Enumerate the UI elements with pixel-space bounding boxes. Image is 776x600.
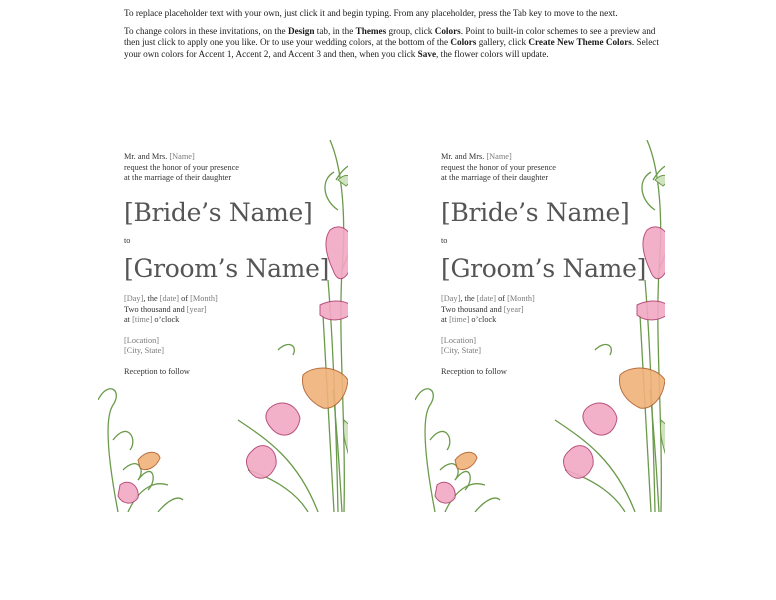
instructions-paragraph-2[interactable] — [124, 26, 664, 61]
to-text: to — [441, 235, 448, 245]
instr-create-bold: Create New Theme Colors — [528, 37, 632, 47]
date-placeholder[interactable]: [date] — [159, 294, 180, 303]
year-placeholder[interactable]: [year] — [186, 304, 207, 314]
reception-line[interactable]: Reception to follow — [441, 366, 507, 376]
instr-colors-bold: Colors — [434, 25, 461, 36]
instr-text: , the flower colors will update. — [436, 48, 549, 59]
instructions — [124, 8, 664, 66]
date-of: of — [179, 294, 191, 303]
instructions-text-1: To replace placeholder text with your own, just click it and begin typing. From any placeholder, press the Tab key to move to the next. — [124, 8, 618, 18]
time-placeholder[interactable]: [time] — [132, 315, 153, 324]
request-line[interactable]: request the honor of your presence — [441, 162, 556, 172]
groom-name-placeholder[interactable]: [Groom’s Name] — [124, 254, 330, 283]
time-line[interactable] — [124, 315, 294, 326]
instructions-paragraph-1[interactable] — [124, 8, 664, 20]
instr-colors-bold-2: Colors — [450, 37, 477, 47]
time-line[interactable] — [441, 315, 611, 326]
time-suffix: o’clock — [152, 315, 180, 324]
time-suffix: o’clock — [469, 315, 497, 324]
date-the: , the — [143, 294, 160, 303]
date-line[interactable] — [441, 294, 611, 305]
date-of: of — [496, 294, 508, 303]
day-placeholder[interactable]: [Day] — [124, 294, 144, 303]
instr-save-bold: Save — [417, 48, 437, 59]
year-placeholder[interactable]: [year] — [503, 304, 524, 314]
instr-text: . Point to built-in color schemes to see a preview and then just click to apply one you like. Or to use your wedding colors, at the bottom of the — [124, 25, 656, 47]
day-placeholder[interactable]: [Day] — [441, 294, 461, 303]
host-prefix: Mr. and Mrs. — [124, 152, 170, 161]
date-placeholder[interactable]: [date] — [476, 294, 497, 303]
city-state-placeholder[interactable]: [City, State] — [441, 346, 482, 355]
host-prefix: Mr. and Mrs. — [441, 152, 487, 161]
to-text: to — [124, 235, 131, 245]
host-name-placeholder[interactable]: [Name] — [486, 152, 512, 161]
year-prefix: Two thousand and — [124, 304, 187, 314]
request-line[interactable]: request the honor of your presence — [124, 162, 239, 172]
time-placeholder[interactable]: [time] — [449, 315, 470, 324]
location-placeholder[interactable]: [Location] — [441, 335, 477, 345]
month-placeholder[interactable]: [Month] — [507, 294, 535, 303]
marriage-line[interactable]: at the marriage of their daughter — [441, 173, 549, 182]
bride-name-placeholder[interactable]: [Bride’s Name] — [124, 197, 313, 227]
invitation-card-right — [415, 140, 665, 512]
invitation-card-left — [98, 140, 348, 512]
time-prefix: at — [441, 315, 450, 324]
instr-text: . Select your own colors for Accent 1, Accent 2, and Accent 3 and then, when you click — [124, 37, 659, 59]
year-line[interactable] — [441, 305, 611, 316]
host-line[interactable] — [441, 152, 611, 163]
invitation-text — [441, 152, 647, 377]
instr-design-bold: Design — [287, 25, 315, 36]
groom-name-placeholder[interactable]: [Groom’s Name] — [441, 254, 647, 283]
city-state-placeholder[interactable]: [City, State] — [124, 346, 165, 355]
month-placeholder[interactable]: [Month] — [190, 294, 218, 303]
year-line[interactable] — [124, 305, 294, 316]
date-line[interactable] — [124, 294, 294, 305]
instr-text: gallery, click — [476, 37, 529, 47]
date-the: , the — [460, 294, 477, 303]
host-line[interactable] — [124, 152, 294, 163]
invitation-text — [124, 152, 330, 377]
bride-name-placeholder[interactable]: [Bride’s Name] — [441, 197, 630, 227]
year-prefix: Two thousand and — [441, 304, 504, 314]
host-name-placeholder[interactable]: [Name] — [169, 152, 195, 161]
instr-text: group, click — [386, 25, 435, 36]
instr-themes-bold: Themes — [355, 25, 387, 36]
time-prefix: at — [124, 315, 133, 324]
instr-text: To change colors in these invitations, on the — [124, 25, 288, 36]
marriage-line[interactable]: at the marriage of their daughter — [124, 173, 232, 182]
instr-text: tab, in the — [314, 25, 356, 36]
reception-line[interactable]: Reception to follow — [124, 366, 190, 376]
location-placeholder[interactable]: [Location] — [124, 335, 160, 345]
